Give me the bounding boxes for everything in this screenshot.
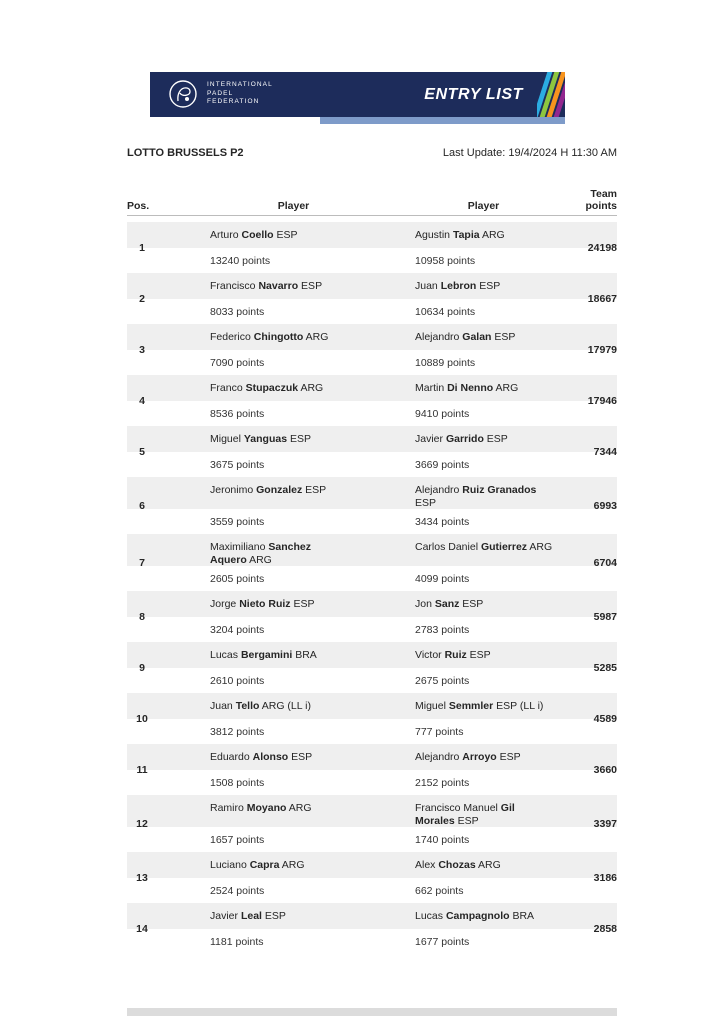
player2-first-name: Carlos Daniel (415, 541, 481, 553)
player2-country-code: ESP (459, 598, 484, 610)
player1-name (175, 642, 345, 668)
team-points-value: 6993 (593, 499, 617, 512)
team-points-value: 24198 (587, 241, 617, 254)
team-points-value: 3660 (593, 763, 617, 776)
player1-name (175, 903, 345, 929)
player2-country-code: ESP (415, 496, 437, 509)
entry-row (127, 324, 617, 375)
player2-points: 2152 points (415, 776, 470, 789)
player2-points: 4099 points (415, 572, 470, 585)
player1-last-name: Leal (240, 910, 262, 922)
player1-last-name: Chingotto (253, 331, 304, 343)
player2-last-name: Ruiz (444, 649, 467, 661)
player1-name (175, 744, 345, 770)
header-team-points (555, 188, 617, 212)
entry-row (127, 375, 617, 426)
team-points-value: 2858 (593, 922, 617, 935)
header-team-line1: Team (590, 188, 617, 200)
player1-points: 1508 points (210, 776, 265, 789)
player1-name (175, 534, 345, 566)
player2-last-name: Gil Morales (415, 802, 515, 827)
entry-row (127, 477, 617, 534)
player2-points: 9410 points (415, 407, 470, 420)
entry-row (127, 903, 617, 954)
player1-points: 3204 points (210, 623, 265, 636)
player2-points: 2675 points (415, 674, 470, 687)
player1-last-name: Alonso (252, 751, 289, 763)
player1-country-code: ARG (LL i) (259, 700, 311, 712)
position-number: 9 (139, 661, 145, 674)
player2-first-name: Miguel (415, 700, 449, 712)
team-points-value: 3397 (593, 817, 617, 830)
player2-name (412, 426, 555, 452)
player1-points: 3559 points (210, 515, 265, 528)
player2-points: 662 points (415, 884, 464, 897)
position-number: 5 (139, 445, 145, 458)
player1-last-name: Stupaczuk (245, 382, 299, 394)
position-number: 3 (139, 343, 145, 356)
player2-country-code: BRA (509, 910, 535, 922)
player1-country-code: ESP (287, 433, 311, 445)
player1-first-name: Miguel (210, 433, 244, 445)
team-points-value: 5285 (593, 661, 617, 674)
player1-first-name: Ramiro (210, 802, 247, 814)
position-number: 7 (139, 556, 145, 569)
player1-name (175, 324, 345, 350)
player1-country-code: BRA (292, 649, 317, 661)
last-update-text: Last Update: 19/4/2024 H 11:30 AM (442, 147, 617, 159)
player2-name (412, 795, 555, 827)
player1-name (175, 477, 345, 509)
player2-first-name: Agustin (415, 229, 453, 241)
team-points-value: 18667 (587, 292, 617, 305)
player2-name (412, 477, 555, 509)
player2-last-name: Ruiz Granados (462, 484, 537, 496)
ipf-banner (150, 72, 565, 124)
position-number: 4 (139, 394, 145, 407)
entry-list-title: ENTRY LIST (424, 85, 523, 103)
player2-first-name: Alejandro (415, 751, 463, 763)
player2-last-name: Semmler (448, 700, 494, 712)
team-points-value: 5987 (593, 610, 617, 623)
player2-country-code: ARG (479, 229, 505, 241)
header-player1: Player (277, 200, 310, 212)
player2-name (412, 591, 555, 617)
ipf-logo (168, 79, 273, 109)
tournament-title: LOTTO BRUSSELS P2 (127, 147, 244, 159)
player2-last-name: Gutierrez (480, 541, 528, 553)
player1-last-name: Navarro (258, 280, 299, 292)
player1-first-name: Lucas (210, 649, 241, 661)
player2-last-name: Lebron (440, 280, 477, 292)
player1-first-name: Juan (210, 700, 236, 712)
player1-last-name: Capra (249, 859, 280, 871)
position-number: 12 (136, 817, 148, 830)
player2-country-code: ARG (475, 859, 501, 871)
player1-name (175, 795, 345, 827)
position-number: 8 (139, 610, 145, 623)
player1-name (175, 273, 345, 299)
player2-country-code: ESP (496, 751, 521, 763)
team-points-value: 17946 (587, 394, 617, 407)
player2-name (412, 222, 555, 248)
title-row (127, 147, 617, 159)
entry-row (127, 273, 617, 324)
player2-first-name: Lucas (415, 910, 446, 922)
player2-name (412, 273, 555, 299)
player2-first-name: Victor (415, 649, 445, 661)
table-header-row (127, 186, 617, 216)
player2-points: 3434 points (415, 515, 470, 528)
player2-points: 10958 points (415, 254, 476, 267)
entry-row (127, 534, 617, 591)
player2-last-name: Galan (462, 331, 492, 343)
player2-name (412, 534, 555, 566)
player1-points: 2524 points (210, 884, 265, 897)
position-number: 13 (136, 871, 148, 884)
player2-first-name: Alejandro (415, 484, 463, 496)
player1-first-name: Javier (210, 910, 241, 922)
entry-row (127, 426, 617, 477)
player1-last-name: Yanguas (243, 433, 288, 445)
entry-row (127, 642, 617, 693)
player2-last-name: Garrido (445, 433, 484, 445)
entry-row (127, 744, 617, 795)
player1-points: 1181 points (210, 935, 264, 948)
player2-last-name: Sanz (434, 598, 460, 610)
player1-name (175, 693, 345, 719)
player1-points: 8033 points (210, 305, 265, 318)
entry-row (127, 591, 617, 642)
player2-last-name: Arroyo (462, 751, 497, 763)
team-points-value: 3186 (593, 871, 617, 884)
team-points-value: 6704 (593, 556, 617, 569)
player2-first-name: Martin (415, 382, 448, 394)
player1-name (175, 426, 345, 452)
player1-points: 8536 points (210, 407, 265, 420)
entry-row (127, 693, 617, 744)
player2-first-name: Javier (415, 433, 446, 445)
player2-country-code: ESP (LL i) (493, 700, 544, 712)
player2-name (412, 903, 555, 929)
team-points-value: 4589 (593, 712, 617, 725)
player2-name (412, 324, 555, 350)
player2-first-name: Francisco Manuel (415, 802, 501, 814)
org-name-line3: FEDERATION (207, 98, 260, 106)
player1-first-name: Jorge (210, 598, 240, 610)
player1-first-name: Arturo (210, 229, 242, 241)
player2-last-name: Tapia (452, 229, 480, 241)
player1-first-name: Maximiliano (210, 541, 269, 553)
banner-color-stripes (537, 72, 565, 117)
player1-country-code: ESP (302, 484, 327, 496)
player2-last-name: Chozas (438, 859, 476, 871)
team-points-value: 17979 (587, 343, 617, 356)
org-name (207, 81, 273, 107)
player1-name (175, 591, 345, 617)
header-player2: Player (467, 200, 500, 212)
player2-name (412, 375, 555, 401)
player2-country-code: ESP (466, 649, 491, 661)
player1-country-code: ESP (273, 229, 298, 241)
player1-points: 2610 points (210, 674, 265, 687)
player1-first-name: Francisco (210, 280, 259, 292)
entry-row (127, 852, 617, 903)
player1-last-name: Tello (235, 700, 260, 712)
position-number: 6 (139, 499, 145, 512)
player2-name (412, 852, 555, 878)
entry-row (127, 795, 617, 852)
footer-bar (127, 1008, 617, 1016)
entry-row (127, 222, 617, 273)
player1-first-name: Federico (210, 331, 254, 343)
header-pos: Pos. (127, 200, 150, 212)
player1-country-code: ARG (279, 859, 305, 871)
player1-country-code: ESP (261, 910, 286, 922)
player2-country-code: ESP (483, 433, 508, 445)
player1-last-name: Nieto Ruiz (239, 598, 291, 610)
player2-points: 1677 points (415, 935, 470, 948)
player1-first-name: Franco (210, 382, 246, 394)
player2-points: 777 points (415, 725, 464, 738)
player1-country-code: ARG (303, 331, 329, 343)
player2-country-code: ESP (476, 280, 501, 292)
player2-country-code: ESP (491, 331, 516, 343)
player2-country-code: ARG (527, 541, 553, 553)
org-name-line2: PADEL (207, 89, 234, 97)
position-number: 10 (136, 712, 148, 725)
player1-name (175, 375, 345, 401)
player1-name (175, 852, 345, 878)
player2-country-code: ARG (493, 382, 519, 394)
player2-first-name: Alex (415, 859, 439, 871)
player2-last-name: Campagnolo (445, 910, 510, 922)
player1-last-name: Sanchez Aquero (210, 541, 311, 566)
player1-first-name: Eduardo (210, 751, 253, 763)
player2-points: 10634 points (415, 305, 476, 318)
player2-country-code: ESP (454, 814, 479, 827)
player2-points: 3669 points (415, 458, 470, 471)
player1-points: 1657 points (210, 833, 265, 846)
player2-name (412, 744, 555, 770)
player2-name (412, 693, 555, 719)
player1-country-code: ESP (288, 751, 313, 763)
player1-points: 3675 points (210, 458, 265, 471)
player2-last-name: Di Nenno (447, 382, 494, 394)
player1-last-name: Bergamini (240, 649, 293, 661)
player1-points: 2605 points (210, 572, 265, 585)
position-number: 14 (136, 922, 148, 935)
banner-bar (150, 72, 565, 117)
player1-last-name: Gonzalez (256, 484, 303, 496)
player2-points: 10889 points (415, 356, 476, 369)
player1-country-code: ESP (290, 598, 315, 610)
player1-country-code: ARG (246, 553, 272, 566)
player1-country-code: ESP (298, 280, 323, 292)
player2-points: 1740 points (415, 833, 470, 846)
player1-country-code: ARG (286, 802, 312, 814)
player2-first-name: Alejandro (415, 331, 463, 343)
player1-points: 13240 points (210, 254, 271, 267)
player1-first-name: Jeronimo (210, 484, 257, 496)
position-number: 2 (139, 292, 145, 305)
position-number: 1 (139, 241, 145, 254)
banner-subbar (320, 117, 565, 124)
player1-country-code: ARG (298, 382, 324, 394)
team-points-value: 7344 (593, 445, 617, 458)
header-team-line2: points (585, 200, 617, 212)
player2-points: 2783 points (415, 623, 470, 636)
player1-first-name: Luciano (210, 859, 250, 871)
position-number: 11 (136, 763, 148, 776)
player1-name (175, 222, 345, 248)
player1-points: 3812 points (210, 725, 265, 738)
player2-first-name: Juan (415, 280, 441, 292)
entry-table (127, 186, 617, 954)
entry-table-body (127, 222, 617, 954)
org-name-line1: INTERNATIONAL (207, 81, 273, 89)
player1-last-name: Moyano (246, 802, 287, 814)
player2-name (412, 642, 555, 668)
player1-points: 7090 points (210, 356, 265, 369)
player2-first-name: Jon (415, 598, 435, 610)
player1-last-name: Coello (241, 229, 274, 241)
ipf-logo-icon (168, 79, 198, 109)
